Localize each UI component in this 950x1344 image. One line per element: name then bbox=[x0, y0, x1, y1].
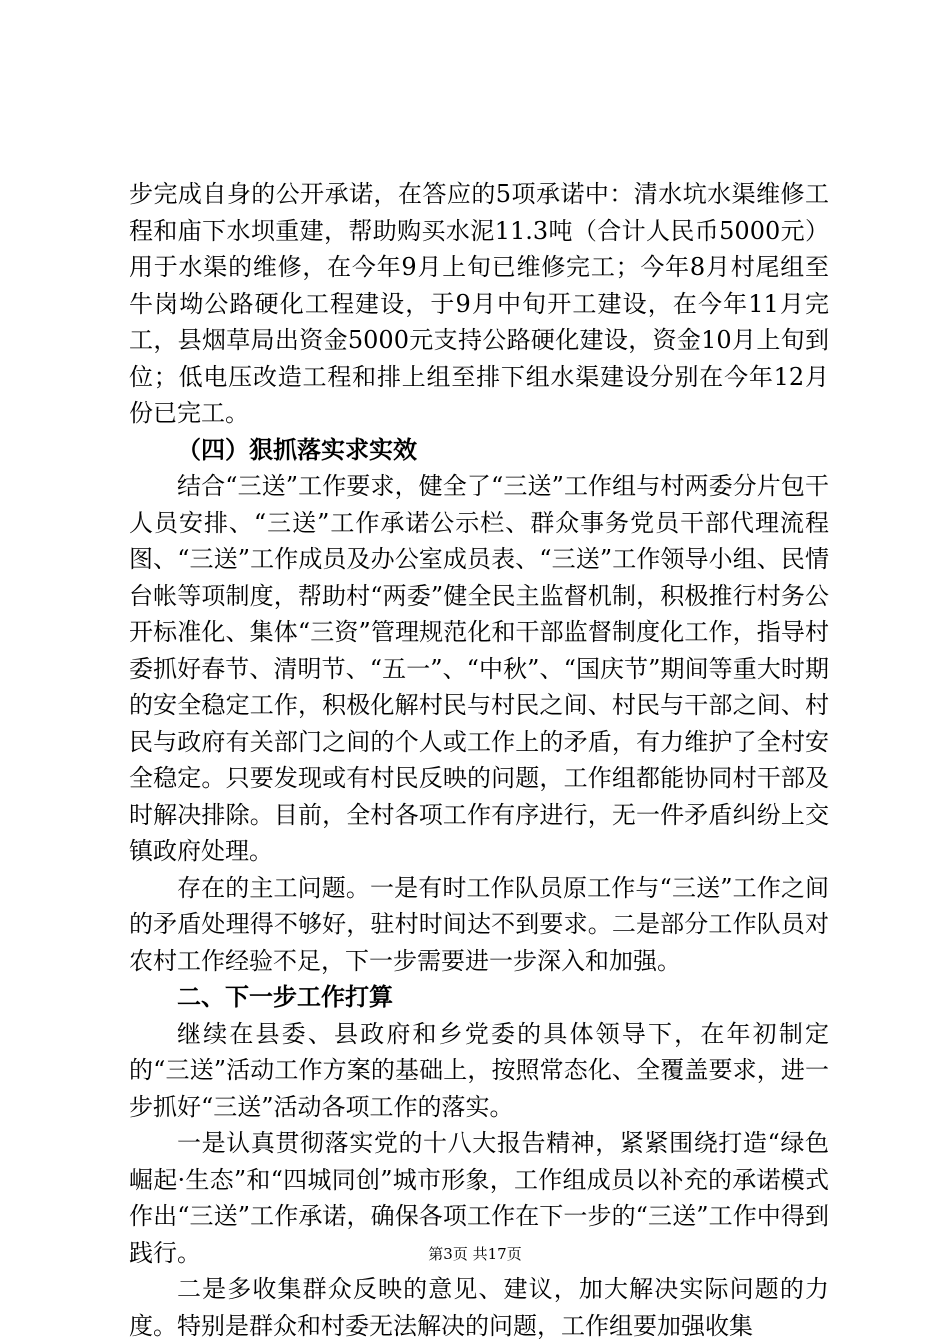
paragraph-commitments-continued: 步完成自身的公开承诺，在答应的5项承诺中：清水坑水渠维修工程和庙下水坝重建，帮助购买水泥11.3吨（合计人民币5000元）用于水渠的维修，在今年9月上旬已维修完工；今年8月村尾组至牛岗坳公路硬化工程建设，于9月中旬开工建设，在今年11月完工，县烟草局出资金5000元支持公路硬化建设，资金10月上旬到位；低电压改造工程和排上组至排下组水渠建设分别在今年12月份已完工。 bbox=[129, 180, 829, 427]
paragraph-point-one: 一是认真贯彻落实党的十八大报告精神，紧紧围绕打造“绿色崛起·生态”和“四城同创”城市形象，工作组成员以补充的承诺模式作出“三送”工作承诺，确保各项工作在下一步的“三送”工作中得到践行。 bbox=[129, 1129, 829, 1267]
section-heading-next-steps: 二、下一步工作打算 bbox=[177, 983, 393, 1011]
paragraph-point-two: 二是多收集群众反映的意见、建议，加大解决实际问题的力度。特别是群众和村委无法解决的问题，工作组要加强收集 bbox=[129, 1275, 829, 1340]
page-footer: 第3页 共17页 bbox=[428, 1245, 522, 1263]
paragraph-implementation: 结合“三送”工作要求，健全了“三送”工作组与村两委分片包干人员安排、“三送”工作承诺公示栏、群众事务党员干部代理流程图、“三送”工作成员及办公室成员表、“三送”工作领导小组、民情台帐等项制度，帮助村“两委”健全民主监督机制，积极推行村务公开标准化、集体“三资”管理规范化和干部监督制度化工作，指导村委抓好春节、清明节、“五一”、“中秋”、“国庆节”期间等重大时期的安全稳定工作，积极化解村民与村民之间、村民与干部之间、村民与政府有关部门之间的个人或工作上的矛盾，有力维护了全村安全稳定。只要发现或有村民反映的问题，工作组都能协同村干部及时解决排除。目前，全村各项工作有序进行，无一件矛盾纠纷上交镇政府处理。 bbox=[129, 472, 829, 865]
section-heading-4: （四）狠抓落实求实效 bbox=[177, 435, 417, 464]
document-body bbox=[129, 176, 829, 1344]
paragraph-problems: 存在的主工问题。一是有时工作队员原工作与“三送”工作之间的矛盾处理得不够好，驻村时间达不到要求。二是部分工作队员对农村工作经验不足，下一步需要进一步深入和加强。 bbox=[129, 873, 829, 975]
paragraph-continue: 继续在县委、县政府和乡党委的具体领导下，在年初制定的“三送”活动工作方案的基础上，按照常态化、全覆盖要求，进一步抓好“三送”活动各项工作的落实。 bbox=[129, 1019, 829, 1121]
